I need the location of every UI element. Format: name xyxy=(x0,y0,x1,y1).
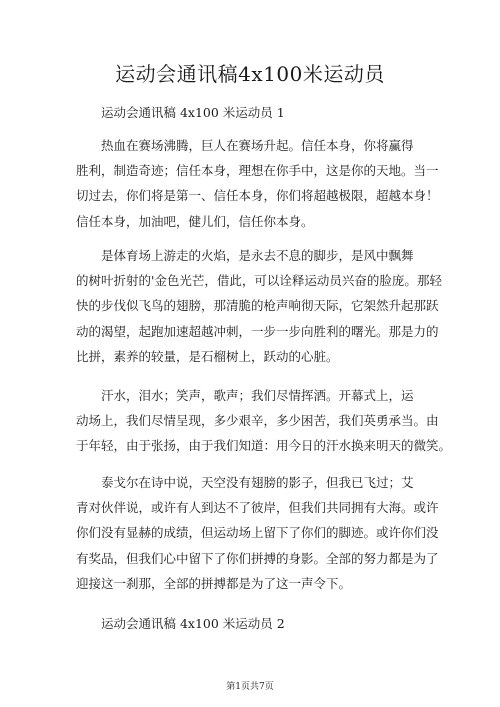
paragraph-line: 快的步伐似飞鸟的翅膀，那清脆的枪声响彻天际，它架然升起那跃 xyxy=(76,298,439,314)
paragraph-line: 胜利，制造奇迹；信任本身，理想在你手中，这是你的天地。当一 xyxy=(76,163,439,179)
paragraph-line: 的树叶折射的'金色光芒，借此，可以诠释运动员兴奋的脸庞。那轻 xyxy=(76,273,442,289)
section-heading-2: 运动会通讯稿 4x100 米运动员 2 xyxy=(101,616,285,631)
document-title: 运动会通讯稿4x100米运动员 xyxy=(115,62,385,86)
paragraph-line: 汗水，泪水；笑声，歌声；我们尽情挥洒。开幕式上，运 xyxy=(76,388,414,403)
paragraph-line: 你们没有显赫的成绩，但运动场上留下了你们的脚迹。或许你们没 xyxy=(76,525,439,541)
paragraph-line: 信任本身，加油吧，健儿们，信任你本身。 xyxy=(76,213,314,229)
paragraph-3 xyxy=(76,383,452,459)
paragraph-line: 青对伙伴说，或许有人到达不了彼岸，但我们共同拥有大海。或许 xyxy=(76,500,439,516)
section-heading-1: 运动会通讯稿 4x100 米运动员 1 xyxy=(101,105,285,120)
paragraph-line: 切过去，你们将是第一、信任本身，你们将超越极限，超越本身！ xyxy=(76,188,439,204)
paragraph-line: 动的渴望，起跑加速超越冲刺，一步一步向胜利的曙光。那是力的 xyxy=(76,323,439,339)
paragraph-line: 动场上，我们尽情呈现，多少艰辛，多少困苦，我们英勇承当。由 xyxy=(76,413,439,429)
paragraph-line: 有奖品，但我们心中留下了你们拼搏的身影。全部的努力都是为了 xyxy=(76,550,439,566)
paragraph-4 xyxy=(76,470,439,596)
paragraph-2 xyxy=(76,243,442,369)
paragraph-line: 迎接这一刹那，全部的拼搏都是为了这一声令下。 xyxy=(76,575,352,591)
page-number-footer: 第1页共7页 xyxy=(226,682,274,692)
paragraph-line: 比拼，素养的较量，是石榴树上，跃动的心脏。 xyxy=(76,348,339,364)
paragraph-line: 泰戈尔在诗中说，天空没有翅膀的影子，但我已飞过；艾 xyxy=(76,475,414,490)
paragraph-line: 于年轻，由于张扬，由于我们知道：用今日的汗水换来明天的微笑。 xyxy=(76,438,452,454)
paragraph-line: 热血在赛场沸腾，巨人在赛场升起。信任本身，你将赢得 xyxy=(76,138,414,153)
paragraph-line: 是体育场上游走的火焰，是永去不息的脚步，是风中飘舞 xyxy=(76,248,414,263)
paragraph-1 xyxy=(76,133,439,234)
